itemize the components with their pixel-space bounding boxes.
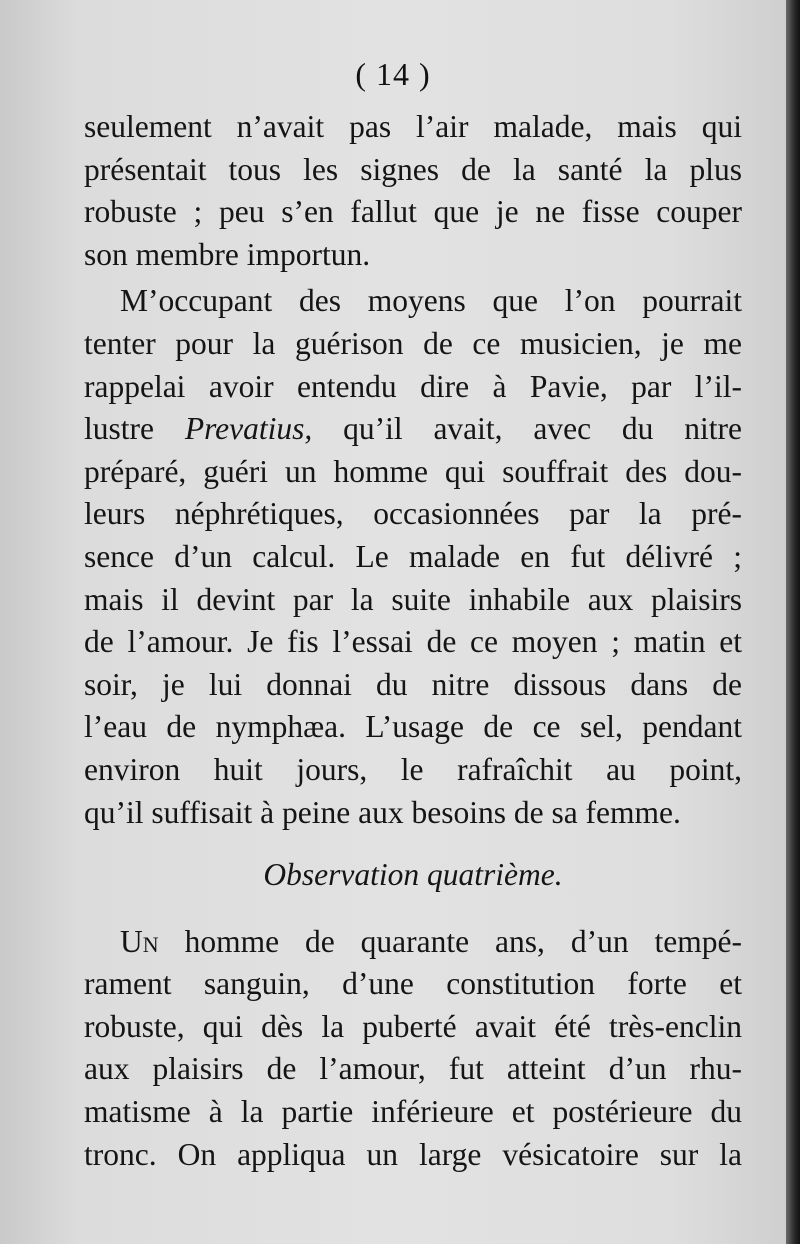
page-number: ( 14 ) bbox=[355, 56, 431, 92]
line-prefix: lustre bbox=[84, 411, 185, 447]
text-line: préparé, guéri un homme qui souffrait des dou- bbox=[84, 453, 742, 489]
author-name: Prevatius, bbox=[184, 411, 313, 447]
section-heading: Observation quatrième. bbox=[263, 857, 563, 893]
text-line: rappelai avoir entendu dire à Pavie, par l’il- bbox=[84, 368, 742, 404]
text-line: de l’amour. Je fis l’essai de ce moyen ; matin et bbox=[84, 624, 742, 660]
text-line: seulement n’avait pas l’air malade, mais qui bbox=[84, 109, 742, 144]
text-line: leurs néphrétiques, occasionnées par la pré- bbox=[84, 496, 742, 532]
text-line: tronc. On appliqua un large vésicatoire sur la bbox=[84, 1136, 742, 1172]
text-line: robuste ; peu s’en fallut que je ne fisse couper bbox=[84, 194, 742, 230]
text-line bbox=[84, 921, 742, 964]
text-line: l’eau de nymphæa. L’usage de ce sel, pendant bbox=[84, 709, 742, 745]
text-line: robuste, qui dès la puberté avait été très-enclin bbox=[84, 1008, 742, 1044]
text-line: tenter pour la guérison de ce musicien, je me bbox=[84, 325, 742, 361]
text-line: sence d’un calcul. Le malade en fut délivré ; bbox=[84, 538, 742, 574]
line-rest: homme de quarante ans, d’un tempé- bbox=[158, 923, 742, 959]
text-line: qu’il suffisait à peine aux besoins de sa femme. bbox=[84, 794, 681, 830]
line-rest: qu’il avait, avec du nitre bbox=[343, 411, 742, 447]
text-line: matisme à la partie inférieure et postérieure du bbox=[84, 1094, 742, 1130]
body-text bbox=[84, 106, 742, 1176]
text-line: son membre importun. bbox=[84, 236, 371, 272]
text-line: environ huit jours, le rafraîchit au point, bbox=[84, 751, 742, 787]
text-line: présentait tous les signes de la santé la plus bbox=[84, 151, 742, 187]
smallcaps-word: Un bbox=[120, 923, 159, 959]
text-line: M’occupant des moyens que l’on pourrait bbox=[120, 283, 742, 319]
text-line: rament sanguin, d’une constitution forte et bbox=[84, 966, 742, 1002]
text-line: aux plaisirs de l’amour, fut atteint d’un rhu- bbox=[84, 1051, 742, 1087]
text-line: mais il devint par la suite inhabile aux plaisirs bbox=[84, 581, 742, 617]
page-edge-shadow bbox=[786, 0, 800, 1244]
text-line-with-name bbox=[84, 408, 742, 451]
text-line: soir, je lui donnai du nitre dissous dans de bbox=[84, 666, 742, 702]
